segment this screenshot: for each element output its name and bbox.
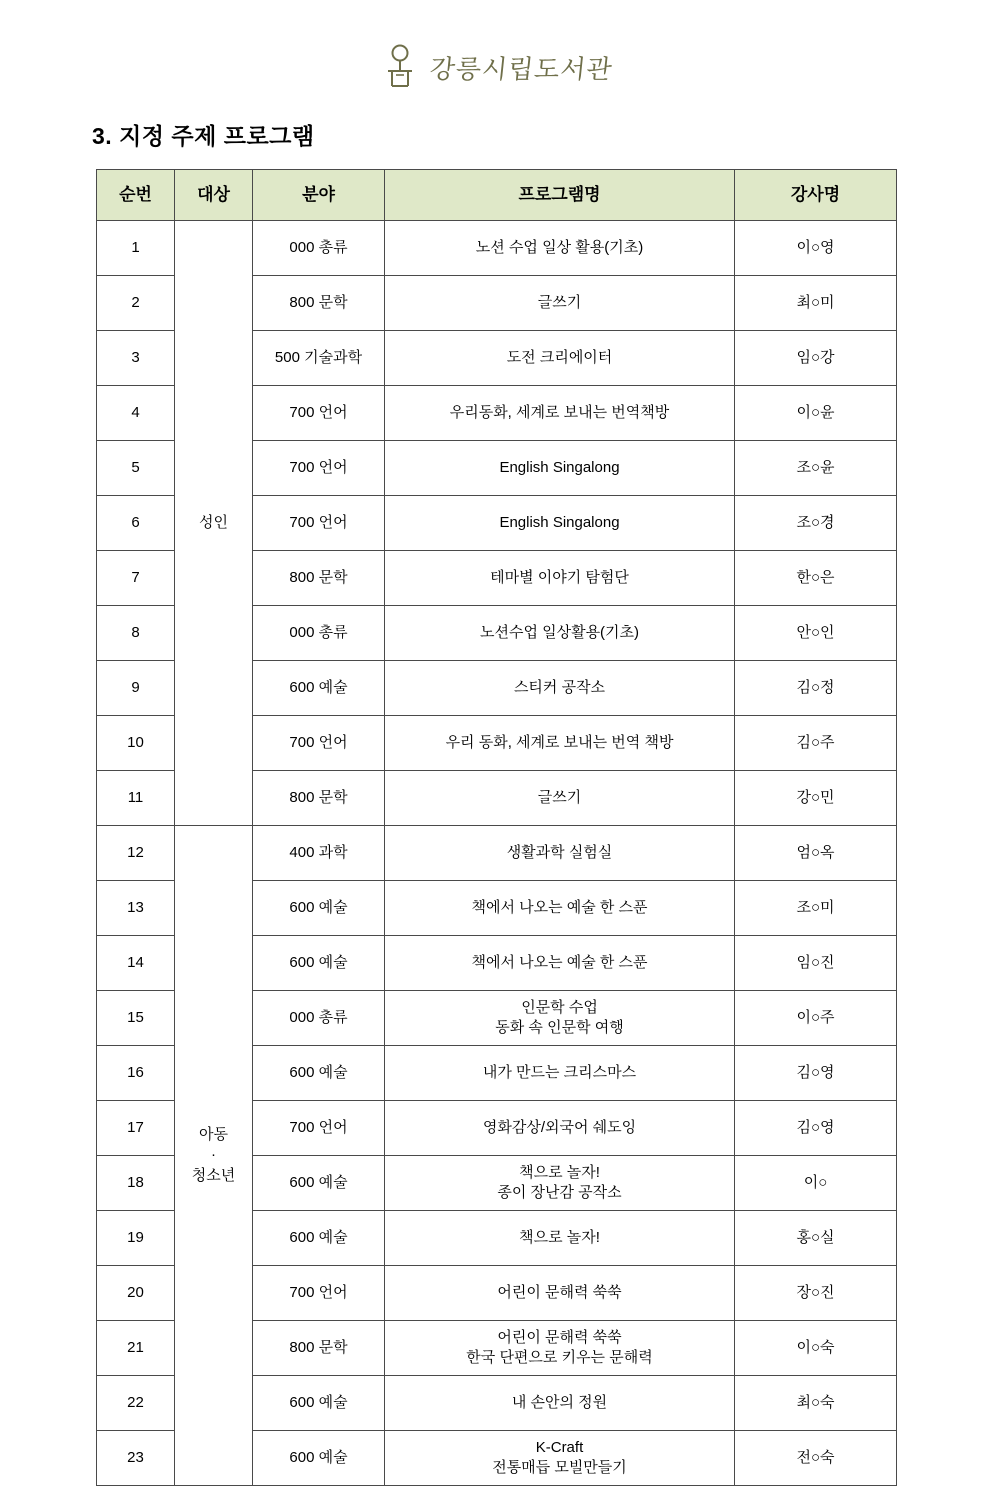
table-header-row	[97, 170, 897, 221]
cell-program-name	[385, 1321, 735, 1376]
cell-target: 성인	[175, 221, 253, 826]
cell-field: 700 언어	[253, 1101, 385, 1156]
cell-instructor: 이○주	[735, 991, 897, 1046]
cell-field: 600 예술	[253, 1046, 385, 1101]
cell-instructor: 안○인	[735, 606, 897, 661]
cell-no: 12	[97, 826, 175, 881]
cell-instructor: 김○주	[735, 716, 897, 771]
cell-no: 3	[97, 331, 175, 386]
program-name-line2: 동화 속 인문학 여행	[495, 1019, 624, 1036]
cell-program-name: 스티커 공작소	[385, 661, 735, 716]
cell-no: 10	[97, 716, 175, 771]
cell-no: 11	[97, 771, 175, 826]
cell-no: 21	[97, 1321, 175, 1376]
col-header-no: 순번	[97, 170, 175, 221]
table-row	[97, 221, 897, 276]
cell-instructor: 전○숙	[735, 1431, 897, 1486]
cell-field: 600 예술	[253, 1431, 385, 1486]
cell-field: 800 문학	[253, 1321, 385, 1376]
program-table-wrap	[96, 169, 896, 1486]
program-name-line1: 인문학 수업	[521, 998, 598, 1016]
col-header-instructor: 강사명	[735, 170, 897, 221]
program-name-line1: K-Craft	[535, 1438, 584, 1456]
cell-field: 000 총류	[253, 606, 385, 661]
cell-program-name: 책으로 놀자!	[385, 1211, 735, 1266]
cell-field: 800 문학	[253, 551, 385, 606]
cell-field: 800 문학	[253, 276, 385, 331]
cell-program-name: 어린이 문해력 쑥쑥	[385, 1266, 735, 1321]
cell-instructor: 강○민	[735, 771, 897, 826]
program-table	[96, 169, 897, 1486]
table-body	[97, 221, 897, 1486]
cell-program-name: 노션 수업 일상 활용(기초)	[385, 221, 735, 276]
cell-instructor: 이○숙	[735, 1321, 897, 1376]
cell-no: 16	[97, 1046, 175, 1101]
cell-instructor: 이○영	[735, 221, 897, 276]
page-title: 3. 지정 주제 프로그램	[92, 123, 315, 149]
program-name-line1: 책으로 놀자!	[519, 1163, 600, 1181]
cell-field: 700 언어	[253, 1266, 385, 1321]
cell-program-name	[385, 1431, 735, 1486]
cell-program-name: 우리동화, 세계로 보내는 번역책방	[385, 386, 735, 441]
cell-program-name: 책에서 나오는 예술 한 스푼	[385, 936, 735, 991]
cell-field: 700 언어	[253, 441, 385, 496]
program-name-line2: 종이 장난감 공작소	[497, 1184, 622, 1201]
cell-instructor: 홍○실	[735, 1211, 897, 1266]
library-logo	[0, 0, 992, 96]
cell-instructor: 이○	[735, 1156, 897, 1211]
cell-no: 14	[97, 936, 175, 991]
cell-field: 600 예술	[253, 661, 385, 716]
cell-target: 아동 · 청소년	[175, 826, 253, 1486]
cell-no: 23	[97, 1431, 175, 1486]
cell-instructor: 조○윤	[735, 441, 897, 496]
cell-field: 600 예술	[253, 1376, 385, 1431]
col-header-field: 분야	[253, 170, 385, 221]
cell-instructor: 임○진	[735, 936, 897, 991]
library-figure-icon	[380, 44, 420, 90]
cell-no: 2	[97, 276, 175, 331]
cell-field: 600 예술	[253, 1156, 385, 1211]
cell-instructor: 조○미	[735, 881, 897, 936]
cell-no: 22	[97, 1376, 175, 1431]
cell-program-name: 영화감상/외국어 쉐도잉	[385, 1101, 735, 1156]
library-logo-text: 강릉시립도서관	[427, 54, 614, 85]
cell-no: 7	[97, 551, 175, 606]
cell-program-name: English Singalong	[385, 441, 735, 496]
cell-no: 13	[97, 881, 175, 936]
cell-instructor: 조○경	[735, 496, 897, 551]
cell-program-name: 글쓰기	[385, 771, 735, 826]
cell-program-name: 노션수업 일상활용(기초)	[385, 606, 735, 661]
cell-program-name: 우리 동화, 세계로 보내는 번역 책방	[385, 716, 735, 771]
cell-program-name: 테마별 이야기 탐험단	[385, 551, 735, 606]
cell-no: 9	[97, 661, 175, 716]
cell-program-name: 도전 크리에이터	[385, 331, 735, 386]
cell-instructor: 김○정	[735, 661, 897, 716]
cell-no: 20	[97, 1266, 175, 1321]
cell-field: 600 예술	[253, 881, 385, 936]
cell-no: 19	[97, 1211, 175, 1266]
cell-field: 400 과학	[253, 826, 385, 881]
cell-instructor: 이○윤	[735, 386, 897, 441]
program-name-line2: 전통매듭 모빌만들기	[492, 1459, 627, 1476]
cell-program-name: 책에서 나오는 예술 한 스푼	[385, 881, 735, 936]
cell-field: 500 기술과학	[253, 331, 385, 386]
col-header-target: 대상	[175, 170, 253, 221]
cell-field: 700 언어	[253, 496, 385, 551]
cell-instructor: 최○숙	[735, 1376, 897, 1431]
cell-program-name: 글쓰기	[385, 276, 735, 331]
cell-no: 4	[97, 386, 175, 441]
cell-program-name: 내가 만드는 크리스마스	[385, 1046, 735, 1101]
col-header-program: 프로그램명	[385, 170, 735, 221]
cell-field: 700 언어	[253, 716, 385, 771]
program-name-line2: 한국 단편으로 키우는 문해력	[466, 1349, 653, 1366]
cell-no: 8	[97, 606, 175, 661]
cell-instructor: 김○영	[735, 1101, 897, 1156]
cell-instructor: 김○영	[735, 1046, 897, 1101]
cell-instructor: 한○은	[735, 551, 897, 606]
cell-instructor: 최○미	[735, 276, 897, 331]
cell-field: 600 예술	[253, 1211, 385, 1266]
cell-program-name	[385, 1156, 735, 1211]
cell-program-name: 내 손안의 정원	[385, 1376, 735, 1431]
cell-no: 18	[97, 1156, 175, 1211]
cell-program-name: 생활과학 실험실	[385, 826, 735, 881]
cell-field: 600 예술	[253, 936, 385, 991]
cell-instructor: 임○강	[735, 331, 897, 386]
table-row	[97, 826, 897, 881]
cell-field: 800 문학	[253, 771, 385, 826]
cell-program-name	[385, 991, 735, 1046]
cell-no: 15	[97, 991, 175, 1046]
cell-instructor: 엄○옥	[735, 826, 897, 881]
program-name-line1: 어린이 문해력 쑥쑥	[497, 1328, 622, 1346]
cell-no: 6	[97, 496, 175, 551]
cell-no: 5	[97, 441, 175, 496]
cell-no: 17	[97, 1101, 175, 1156]
cell-field: 000 총류	[253, 991, 385, 1046]
cell-no: 1	[97, 221, 175, 276]
cell-field: 700 언어	[253, 386, 385, 441]
cell-field: 000 총류	[253, 221, 385, 276]
cell-program-name: English Singalong	[385, 496, 735, 551]
cell-instructor: 장○진	[735, 1266, 897, 1321]
